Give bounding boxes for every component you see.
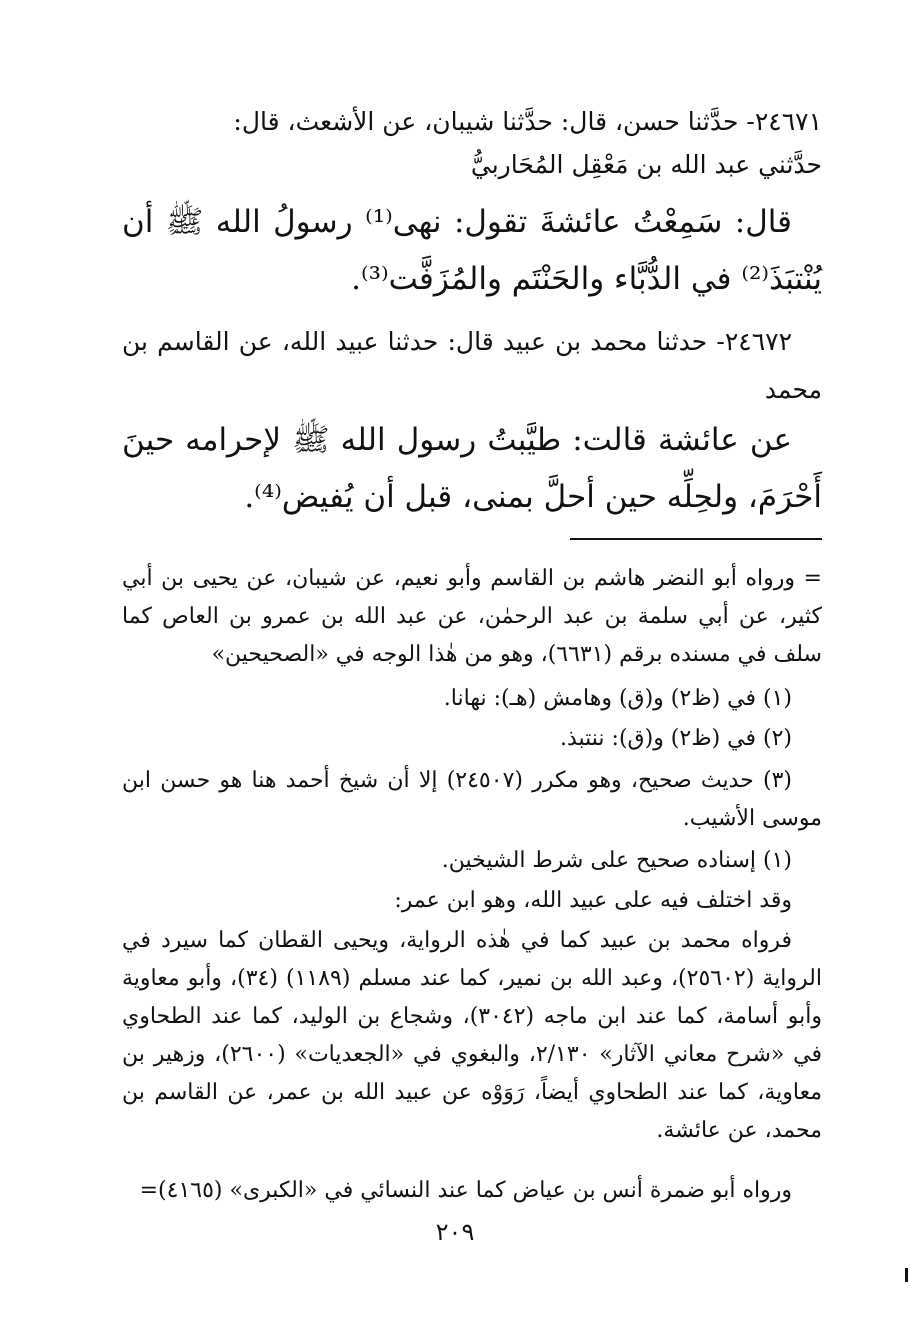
hadith-24671-isnad-cont	[122, 141, 822, 189]
footnote-divider	[570, 538, 822, 540]
hadith-24671-isnad-line1: ٢٤٦٧١- حدَّثنا حسن، قال: حدَّثنا شيبان، عن الأشعث، قال:	[233, 107, 822, 136]
hadith-24672-matn: عن عائشة قالت: طيَّبتُ رسول الله ﷺ لإحرامه حينَ أَحْرَمَ، ولحِلِّه حين أحلَّ بمنى، قبل أن يُفيض⁽⁴⁾.	[122, 422, 822, 515]
footnote-4-para-2: فرواه محمد بن عبيد كما في هٰذه الرواية، ويحيى القطان كما سيرد في الرواية (٢٥٦٠٢)، وعبد الله بن نمير، كما عند مسلم (١١٨٩) (٣٤)، وأبو معاوية وأبو أسامة، كما عند ابن ماجه (٣٠٤٢)، وشجاع بن الوليد، كما عند الطحاوي في «شرح معاني الآثار» ٢/١٣٠، والبغوي في «الجعديات» (٢٦٠٠)، وزهير بن معاوية، كما عند الطحاوي أيضاً، رَوَوْه عن عبيد الله بن عمر، عن القاسم بن محمد، عن عائشة.	[122, 928, 823, 1143]
hadith-24671-isnad	[122, 98, 822, 146]
hadith-24671-matn: قال: سَمِعْتُ عائشةَ تقول: نهى⁽¹⁾ رسولُ الله ﷺ أن يُنْتبَذَ⁽²⁾ في الدُّبَّاء والحَنْتَم والمُزَفَّت⁽³⁾.	[122, 204, 822, 297]
hadith-24672-isnad: ٢٤٦٧٢- حدثنا محمد بن عبيد قال: حدثنا عبيد الله، عن القاسم بن محمد	[122, 327, 822, 404]
footnote-4: (١) إسناده صحيح على شرط الشيخين.	[441, 848, 792, 873]
footnote-4-para-1: وقد اختلف فيه على عبيد الله، وهو ابن عمر:	[394, 888, 792, 913]
footnote-4-para-3: ورواه أبو ضمرة أنس بن عياض كما عند النسائي في «الكبرى» (٤١٦٥)=	[139, 1178, 792, 1203]
scan-edge-mark	[905, 1268, 908, 1282]
hadith-24671-isnad-line2: حدَّثني عبد الله بن مَعْقِل المُحَاربيُّ	[470, 150, 822, 179]
footnote-continuation: = ورواه أبو النضر هاشم بن القاسم وأبو نعيم، عن شيبان، عن يحيى بن أبي كثير، عن أبي سلمة بن عبد الرحمٰن، عن عبد الله بن عمرو بن العاص كما سلف في مسنده برقم (٦٦٣١)، وهو من هٰذا الوجه في «الصحيحين»	[122, 566, 822, 667]
footnote-3: (٣) حديث صحيح، وهو مكرر (٢٤٥٠٧) إلا أن شيخ أحمد هنا هو حسن ابن موسى الأشيب.	[122, 768, 822, 831]
page-number: ٢٠٩	[435, 1218, 475, 1246]
footnote-2: (٢) في (ظ٢) و(ق): ننتبذ.	[559, 726, 792, 751]
footnote-1: (١) في (ظ٢) و(ق) وهامش (هـ): نهانا.	[443, 686, 792, 711]
